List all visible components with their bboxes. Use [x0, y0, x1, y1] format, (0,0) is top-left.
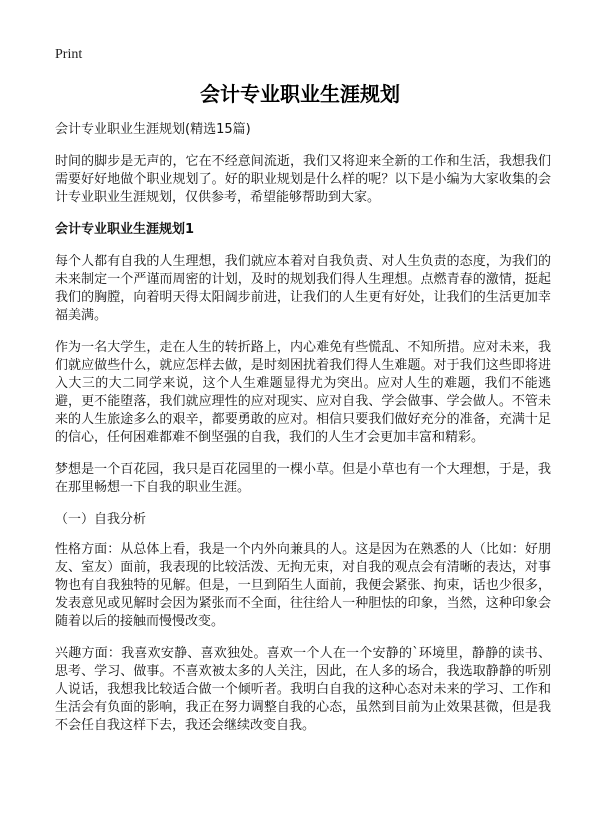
document-subtitle: 会计专业职业生涯规划(精选15篇) [55, 122, 251, 137]
subsection-heading: （一）自我分析 [55, 512, 147, 527]
analysis-paragraph: 性格方面：从总体上看，我是一个内外向兼具的人。这是因为在熟悉的人（比如：好朋友、室友）面前，我表现的比较活泼、无拘无束，对自我的观点会有清晰的表达，对事物也有自我独特的见解。但是，一旦到陌生人面前，我便会紧张、拘束，话也少很多，发表意见或见解时会因为紧张而不全面，往往给人一种胆怯的印象，当然，这种印象会随着以后的接触而慢慢改变。 [55, 542, 551, 629]
print-link[interactable]: Print [55, 47, 83, 62]
intro-paragraph: 时间的脚步是无声的，它在不经意间流逝，我们又将迎来全新的工作和生活，我想我们需要好好地做个职业规划了。好的职业规划是什么样的呢？以下是小编为大家收集的会计专业职业生涯规划，仅供参考，希望能够帮助到大家。 [55, 154, 551, 205]
document-body [55, 121, 551, 749]
body-paragraph: 每个人都有自我的人生理想，我们就应本着对自我负责、对人生负责的态度，为我们的未来制定一个严谨而周密的计划，及时的规划我们得人生理想。点燃青春的激情，挺起我们的胸膛，向着明天得太阳阔步前进，让我们的人生更有好处，让我们的生活更加幸福美满。 [55, 254, 551, 323]
page-title: 会计专业职业生涯规划 [200, 82, 400, 106]
analysis-paragraph: 兴趣方面：我喜欢安静、喜欢独处。喜欢一个人在一个安静的`环境里，静静的读书、思考、学习、做事。不喜欢被太多的人关注，因此，在人多的场合，我选取静静的听别人说话，我想我比较适合做一个倾听者。我明白自我的这种心态对未来的学习、工作和生活会有负面的影响，我正在努力调整自我的心态，虽然到目前为止效果甚微，但是我不会任自我这样下去，我还会继续改变自我。 [55, 646, 551, 733]
body-paragraph: 作为一名大学生，走在人生的转折路上，内心难免有些慌乱、不知所措。应对未来，我们就应做些什么，就应怎样去做，是时刻困扰着我们得人生难题。对于我们这些即将进入大三的大二同学来说，这个人生难题显得尤为突出。应对人生的难题，我们不能逃避，更不能堕落，我们就应理性的应对现实、应对自我、学会做事、学会做人。不管未来的人生旅途多么的艰辛，都要勇敢的应对。相信只要我们做好充分的准备，充满十足的信心，任何困难都难不倒坚强的自我，我们的人生才会更加丰富和精彩。 [55, 340, 551, 445]
body-paragraph: 梦想是一个百花园，我只是百花园里的一棵小草。但是小草也有一个大理想，于是，我在那里畅想一下自我的职业生涯。 [55, 462, 551, 495]
section-heading: 会计专业职业生涯规划1 [55, 222, 195, 237]
